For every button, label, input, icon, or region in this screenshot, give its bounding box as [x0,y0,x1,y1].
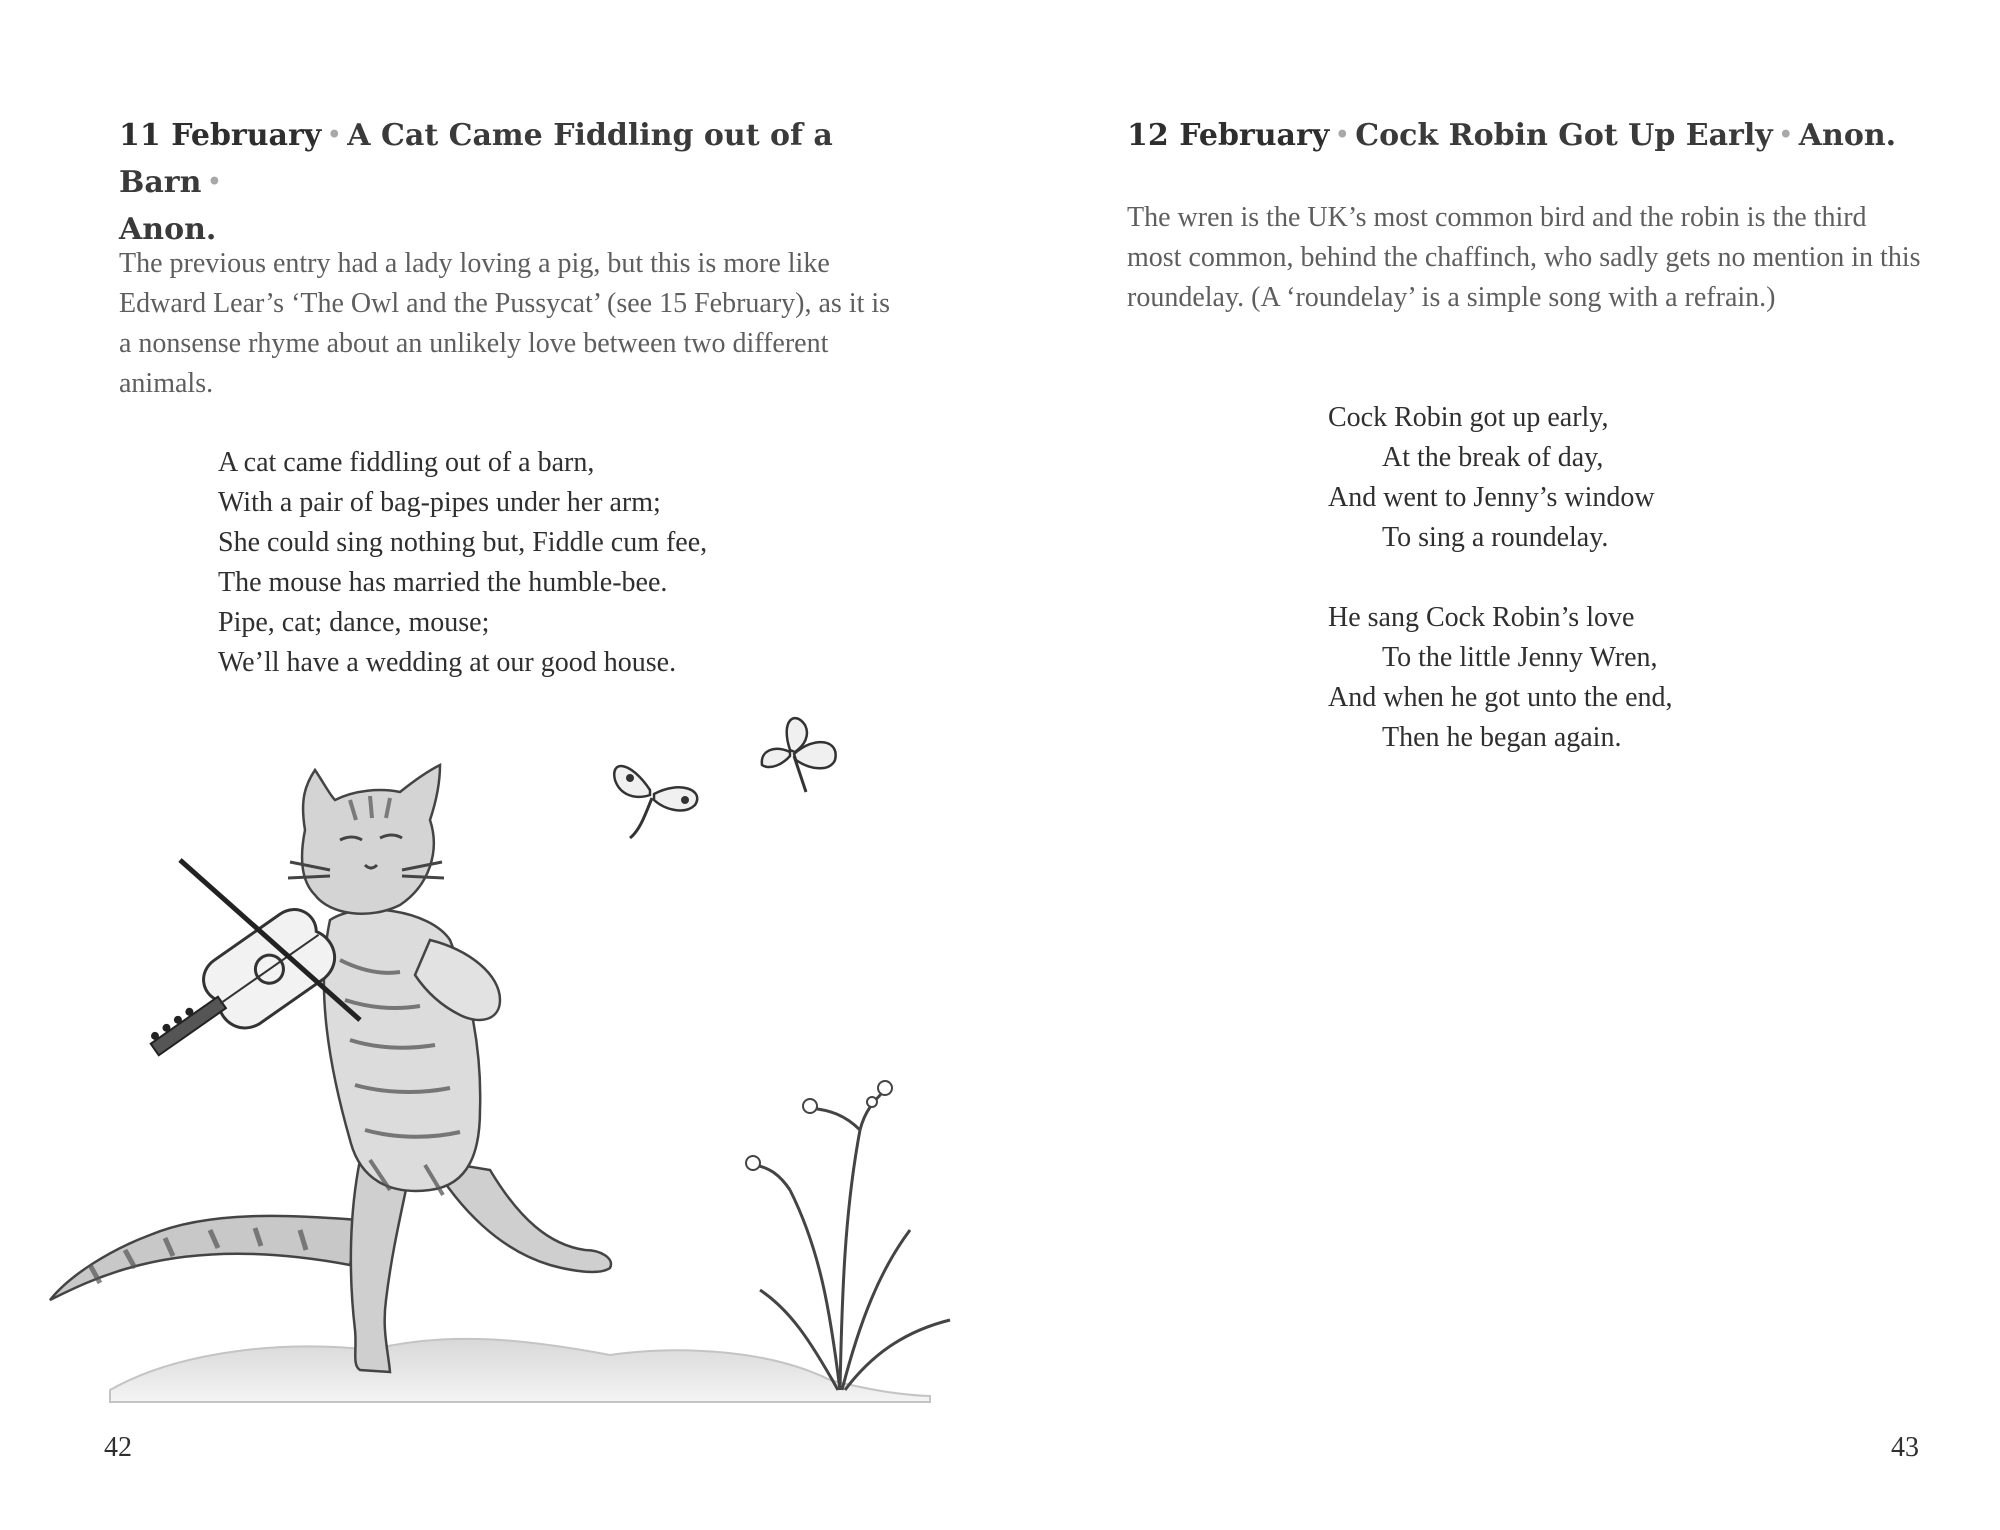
separator-dot: • [1335,122,1350,148]
cat-tail-icon [50,1216,360,1300]
ground-icon [110,1339,930,1402]
poem-text [218,443,707,683]
poem-title: A Cat Came Fiddling out of a Barn [119,118,833,200]
cat-fiddling-illustration-icon [30,690,1010,1430]
entry-date: 11 February [119,118,322,153]
cat-head-icon [302,765,440,914]
poem-author: Anon. [119,212,217,247]
poem-line: We’ll have a wedding at our good house. [218,647,677,678]
poem-line: A cat came fiddling out of a barn, [218,447,595,478]
fiddle-icon [132,900,345,1081]
poem-line: Then he began again. [1382,722,1622,753]
poem-line: Pipe, cat; dance, mouse; [218,607,490,638]
entry-date: 12 February [1127,118,1330,153]
separator-dot: • [207,169,222,195]
entry-title [119,112,899,253]
poem-line: Cock Robin got up early, [1328,402,1609,433]
cat-leg-icon [351,1160,410,1372]
page-number: 43 [1891,1432,1919,1463]
butterfly-icon [762,718,836,792]
poem-line: With a pair of bag-pipes under her arm; [218,487,661,518]
poem-line: To sing a roundelay. [1382,522,1609,553]
poem-line: The mouse has married the humble-bee. [218,567,668,598]
poem-text [1328,398,1673,758]
poem-line: He sang Cock Robin’s love [1328,602,1635,633]
grass-flower-icon [746,1081,892,1170]
page-number: 42 [104,1432,132,1463]
right-page [1000,0,2000,1530]
poem-title: Cock Robin Got Up Early [1355,118,1773,153]
poem-line: And went to Jenny’s window [1328,482,1655,513]
poem-line: She could sing nothing but, Fiddle cum fee, [218,527,708,558]
poem-line: And when he got unto the end, [1328,682,1673,713]
separator-dot: • [1778,122,1793,148]
intro-paragraph: The wren is the UK’s most common bird and the robin is the third most common, behind the chaffinch, who sadly gets no mention in this roundelay. (A ‘roundelay’ is a simple song with a refrain.) [1127,202,1921,313]
grass-flower-icon [755,1090,950,1390]
butterfly-icon [614,766,697,838]
poem-line: At the break of day, [1382,442,1604,473]
intro-paragraph: The previous entry had a lady loving a pig, but this is more like Edward Lear’s ‘The Owl and the Pussycat’ (see 15 February), as it is a nonsense rhyme about an unlikely love between two different animals. [119,248,891,399]
poem-line: To the little Jenny Wren, [1382,642,1658,673]
entry-title [1127,112,1947,159]
separator-dot: • [327,122,342,148]
poem-author: Anon. [1798,118,1897,153]
